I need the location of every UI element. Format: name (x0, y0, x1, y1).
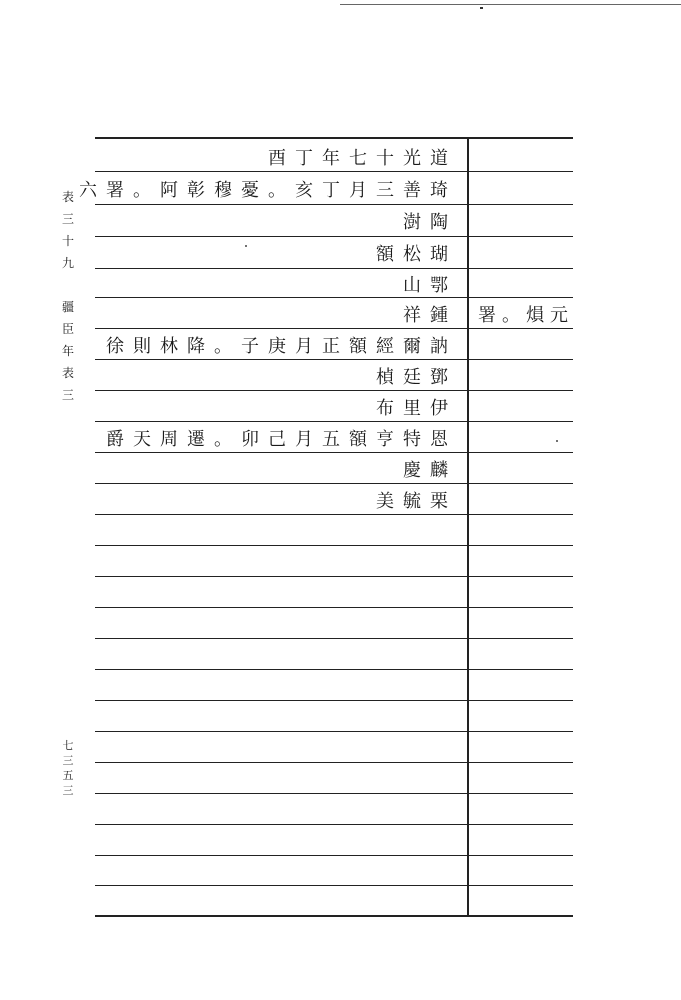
table-row (95, 329, 467, 360)
row-rule (95, 855, 573, 856)
row-text: 六署。阿彰穆憂。亥丁月三善琦 (79, 179, 457, 201)
side-column-text: 署。熉元 (478, 304, 574, 326)
table-row (79, 173, 467, 204)
row-rule (95, 885, 573, 886)
table-row (95, 422, 467, 453)
page-number-char: 三 (62, 784, 74, 797)
margin-char: 年 (61, 344, 74, 358)
column-divider (467, 137, 469, 915)
row-rule (95, 638, 573, 639)
row-text: 額松瑚 (376, 243, 457, 265)
row-rule (95, 669, 573, 670)
margin-char: 十 (61, 234, 74, 248)
margin-char: 表 (61, 190, 74, 204)
margin-char: 臣 (61, 322, 74, 336)
row-text: 徐則林降。子庚月正額經爾訥 (106, 335, 457, 357)
margin-char: 三 (61, 212, 74, 226)
margin-char: 三 (61, 388, 74, 402)
row-text: 祥鍾 (403, 304, 457, 326)
table-row (95, 360, 467, 391)
table-row (95, 205, 467, 236)
row-rule (95, 824, 573, 825)
table-row (95, 453, 467, 484)
row-rule (95, 545, 573, 546)
margin-char: 疆 (61, 300, 74, 314)
page-number-char: 三 (62, 754, 74, 767)
table-top-rule (95, 137, 573, 139)
table-row (95, 484, 467, 515)
row-text: 慶麟 (403, 459, 457, 481)
row-rule (95, 576, 573, 577)
row-text: 澍陶 (403, 211, 457, 233)
row-text: 美毓栗 (376, 490, 457, 512)
row-rule (95, 762, 573, 763)
row-rule (95, 700, 573, 701)
page-number-char: 五 (62, 769, 74, 782)
table-row (95, 268, 467, 299)
page-number-char: 七 (62, 739, 74, 752)
margin-char: 表 (61, 366, 74, 380)
table-row (95, 298, 467, 329)
row-rule (95, 793, 573, 794)
row-rule (95, 731, 573, 732)
row-text: 布里伊 (376, 397, 457, 419)
row-rule (95, 607, 573, 608)
print-speck (556, 440, 558, 442)
row-text: 爵天周遷。卯己月五額亨特恩 (106, 428, 457, 450)
table-bottom-rule (95, 915, 573, 917)
table-row (95, 141, 467, 172)
table-row (95, 391, 467, 422)
table-row (95, 237, 467, 268)
margin-char: 九 (61, 256, 74, 270)
row-text: 山鄂 (403, 274, 457, 296)
row-text: 酉丁年七十光道 (268, 147, 457, 169)
print-speck (245, 245, 247, 247)
row-text: 楨廷鄧 (376, 366, 457, 388)
